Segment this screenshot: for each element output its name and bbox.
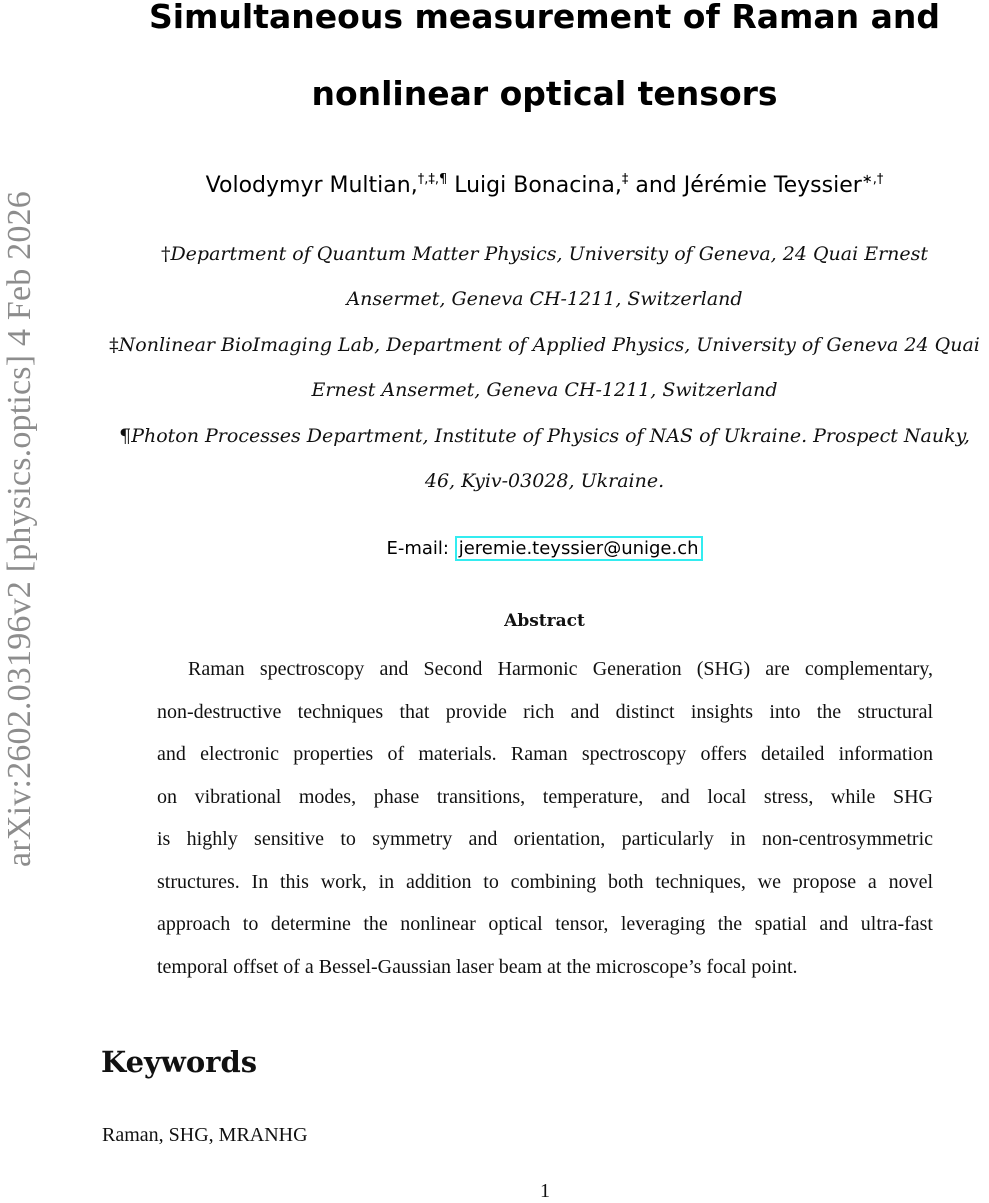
abstract-line: non-destructive techniques that provide rich and distinct insights into the structural [157, 701, 933, 723]
email-link[interactable]: jeremie.teyssier@unige.ch [455, 536, 703, 561]
affiliation-line [100, 243, 989, 265]
page-number: 1 [540, 1180, 550, 1202]
abstract-line: Raman spectroscopy and Second Harmonic Generation (SHG) are complementary, [188, 658, 933, 680]
keywords-text: Raman, SHG, MRANHG [102, 1124, 308, 1146]
affiliation-line: Ernest Ansermet, Geneva CH-1211, Switzerland [311, 379, 778, 401]
abstract-line: on vibrational modes, phase transitions, temperature, and local stress, while SHG [157, 786, 933, 808]
author-affil-marks: ‡ [621, 172, 629, 187]
affiliation-line [100, 425, 989, 447]
affiliation-line: 46, Kyiv-03028, Ukraine. [424, 470, 665, 492]
affiliation-mark: ¶ [119, 425, 132, 447]
abstract-line: temporal offset of a Bessel-Gaussian laser beam at the microscope’s focal point. [157, 956, 798, 978]
author-affil-marks: †,‡,¶ [417, 172, 448, 187]
paper-title-line-1: Simultaneous measurement of Raman and [148, 0, 941, 36]
abstract-line: and electronic properties of materials. Raman spectroscopy offers detailed information [157, 743, 933, 765]
arxiv-side-stamp-container [0, 148, 40, 910]
author-list [100, 172, 989, 198]
abstract-heading: Abstract [504, 611, 585, 631]
author-name: Volodymyr Multian, [205, 173, 418, 198]
arxiv-side-stamp: arXiv:2602.03196v2 [physics.optics] 4 Feb 2026 [1, 191, 38, 867]
affiliation-line: Ansermet, Geneva CH-1211, Switzerland [346, 288, 743, 310]
abstract-line: approach to determine the nonlinear optical tensor, leveraging the spatial and ultra-fast [157, 913, 933, 935]
author-name: Luigi Bonacina, [447, 173, 622, 198]
affiliation-line [100, 334, 989, 356]
affiliation-text: Photon Processes Department, Institute of Physics of NAS of Ukraine. Prospect Nauky, [131, 425, 970, 447]
abstract-line: is highly sensitive to symmetry and orientation, particularly in non-centrosymmetric [157, 828, 933, 850]
author-affil-marks: ∗,† [861, 172, 884, 187]
affiliation-mark: † [160, 243, 171, 265]
contact-email [100, 538, 989, 559]
email-label: E-mail: [386, 538, 455, 559]
abstract-line: structures. In this work, in addition to combining both techniques, we propose a novel [157, 871, 933, 893]
author-name: and Jérémie Teyssier [628, 173, 862, 198]
affiliation-text: Nonlinear BioImaging Lab, Department of Applied Physics, University of Geneva 24 Quai [118, 334, 980, 356]
affiliation-text: Department of Quantum Matter Physics, University of Geneva, 24 Quai Ernest [170, 243, 929, 265]
keywords-heading: Keywords [101, 1045, 258, 1079]
affiliation-mark: ‡ [109, 334, 119, 356]
paper-title-line-2: nonlinear optical tensors [311, 74, 778, 113]
